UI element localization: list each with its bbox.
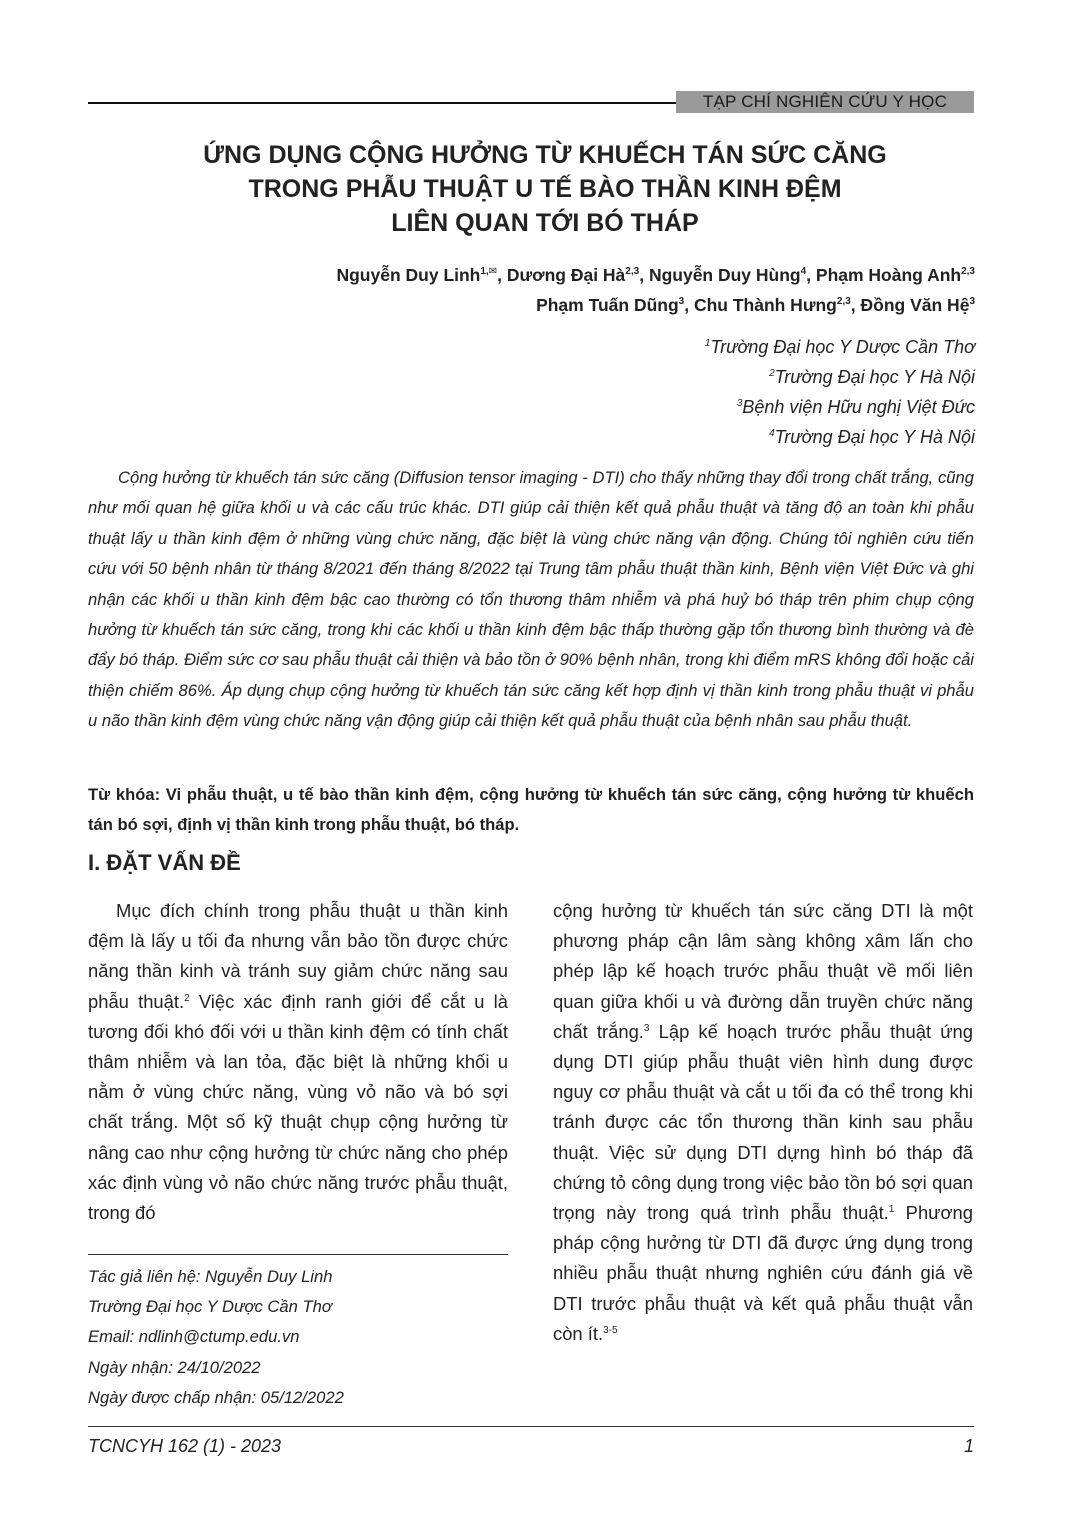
citation-mark: 3-5 bbox=[603, 1324, 618, 1336]
author-affiliation-mark: 2,3 bbox=[836, 296, 851, 308]
body-column-right bbox=[553, 896, 973, 1349]
author-affiliation-mark: 3 bbox=[678, 296, 685, 308]
affiliation-text: Trường Đại học Y Dược Cần Thơ bbox=[710, 337, 975, 357]
body-text: Lập kế hoạch trước phẫu thuật ứng dụng DTI giúp phẫu thuật viên hình dung được nguy cơ phẫu thuật và cắt u tối đa có thể trong khi tránh được các tổn thương thần kinh sau phẫu thuật. Việc sử dụng DTI dựng hình bó tháp đã chứng tỏ công dụng trong việc bảo tồn bó sợi quan trọng này trong quá trình phẫu thuật. bbox=[553, 1020, 973, 1224]
affiliation-number: 4 bbox=[769, 428, 775, 439]
page-number: 1 bbox=[963, 1436, 974, 1456]
journal-name-badge: TẠP CHÍ NGHIÊN CỨU Y HỌC bbox=[676, 91, 974, 113]
author-name: Chu Thành Hưng bbox=[693, 295, 837, 315]
affiliation-item bbox=[375, 422, 975, 452]
body-column-left bbox=[88, 896, 508, 1228]
author-separator: , bbox=[639, 265, 649, 285]
correspondence-footnote bbox=[88, 1262, 508, 1413]
author-line-2 bbox=[75, 290, 975, 320]
citation-mark: 3 bbox=[643, 1022, 650, 1034]
title-line-1: ỨNG DỤNG CỘNG HƯỞNG TỪ KHUẾCH TÁN SỨC CĂNG bbox=[203, 141, 887, 169]
author-name: Phạm Tuấn Dũng bbox=[536, 295, 679, 315]
affiliation-text: Trường Đại học Y Hà Nội bbox=[774, 367, 975, 387]
author-name: Dương Đại Hà bbox=[506, 265, 626, 285]
header-rule bbox=[88, 102, 676, 104]
body-text: Mục đích chính trong phẫu thuật u thần kinh đệm là lấy u tối đa nhưng vẫn bảo tồn được chức năng thần kinh và tránh suy giảm chức năng sau phẫu thuật. bbox=[88, 900, 508, 1012]
body-text: Việc xác định ranh giới để cắt u là tương đối khó đối với u thần kinh đệm có tính chất thâm nhiễm và lan tỏa, đặc biệt là những khối u nằm ở vùng chức năng, vùng vỏ não và bó sợi chất trắng. Một số kỹ thuật chụp cộng hưởng từ nâng cao như cộng hưởng từ chức năng cho phép xác định vùng vỏ não chức năng trước phẫu thuật, trong đó bbox=[88, 990, 508, 1224]
received-date: Ngày nhận: 24/10/2022 bbox=[88, 1357, 261, 1377]
affiliation-item bbox=[375, 332, 975, 362]
affiliation-text: Trường Đại học Y Hà Nội bbox=[774, 427, 975, 447]
author-affiliation-mark: 2,3 bbox=[625, 266, 640, 278]
section-heading: I. ĐẶT VẤN ĐỀ bbox=[88, 850, 241, 875]
title-line-2: TRONG PHẪU THUẬT U TẾ BÀO THẦN KINH ĐỆM bbox=[248, 175, 842, 203]
author-separator: , bbox=[684, 295, 694, 315]
body-text: cộng hưởng từ khuếch tán sức căng DTI là một phương pháp cận lâm sàng không xâm lấn cho phép lập kế hoạch trước phẫu thuật về mối liên quan giữa khối u và đường dẫn truyền chức năng chất trắng. bbox=[553, 900, 973, 1042]
author-affiliation-mark: 2,3 bbox=[961, 266, 975, 278]
author-name: Nguyễn Duy Linh bbox=[336, 265, 481, 285]
keywords: Từ khóa: Vi phẫu thuật, u tế bào thần kinh đệm, cộng hưởng từ khuếch tán sức căng, cộng hưởng từ khuếch tán bó sợi, định vị thần kinh trong phẫu thuật, bó tháp. bbox=[88, 785, 974, 834]
affiliation-item bbox=[375, 362, 975, 392]
author-name: Đồng Văn Hệ bbox=[860, 295, 970, 315]
citation-mark: 2 bbox=[184, 992, 190, 1004]
author-email: Email: ndlinh@ctump.edu.vn bbox=[88, 1327, 300, 1347]
author-separator: , bbox=[497, 265, 507, 285]
author-affiliation-mark: 1,✉ bbox=[480, 266, 498, 278]
author-affiliation-mark: 4 bbox=[800, 266, 807, 278]
author-affiliation-mark: 3 bbox=[969, 296, 975, 308]
affiliation-text: Bệnh viện Hữu nghị Việt Đức bbox=[742, 397, 975, 417]
author-name: Nguyễn Duy Hùng bbox=[648, 265, 801, 285]
affiliation-list bbox=[375, 332, 975, 452]
author-separator: , bbox=[806, 265, 816, 285]
footer-divider bbox=[88, 1426, 974, 1427]
journal-citation: TCNCYH 162 (1) - 2023 bbox=[88, 1436, 282, 1456]
author-separator: , bbox=[850, 295, 861, 315]
citation-mark: 1 bbox=[888, 1203, 895, 1215]
footnote-divider bbox=[88, 1254, 508, 1255]
corresponding-author: Tác giả liên hệ: Nguyễn Duy Linh bbox=[88, 1267, 333, 1286]
affiliation-number: 2 bbox=[769, 368, 775, 379]
affiliation-number: 3 bbox=[736, 398, 743, 409]
author-institution: Trường Đại học Y Dược Cần Thơ bbox=[88, 1297, 332, 1317]
title-line-3: LIÊN QUAN TỚI BÓ THÁP bbox=[391, 209, 699, 237]
abstract: Cộng hưởng từ khuếch tán sức căng (Diffusion tensor imaging - DTI) cho thấy những thay đổi trong chất trắng, cũng như mối quan hệ giữa khối u và các cấu trúc khác. DTI giúp cải thiện kết quả phẫu thuật và tăng độ an toàn khi phẫu thuật lấy u thần kinh đệm ở những vùng chức năng, đặc biệt là vùng chức năng vận động. Chúng tôi nghiên cứu tiến cứu với 50 bệnh nhân từ tháng 8/2021 đến tháng 8/2022 tại Trung tâm phẫu thuật thần kinh, Bệnh viện Việt Đức và ghi nhận các khối u thần kinh đệm bậc cao thường có tổn thương thâm nhiễm và phá huỷ bó tháp trên phim chụp cộng hưởng từ khuếch tán sức căng, trong khi các khối u thần kinh đệm bậc thấp thường gặp tổn thương bình thường và đè đẩy bó tháp. Điểm sức cơ sau phẫu thuật cải thiện và bảo tồn ở 90% bệnh nhân, trong khi điểm mRS không đổi hoặc cải thiện chiếm 86%. Áp dụng chụp cộng hưởng từ khuếch tán sức căng kết hợp định vị thần kinh trong phẫu thuật vi phẫu u não thần kinh đệm vùng chức năng vận động giúp cải thiện kết quả phẫu thuật của bệnh nhân sau phẫu thuật. bbox=[88, 468, 974, 731]
author-line-1 bbox=[75, 260, 975, 290]
affiliation-number: 1 bbox=[704, 338, 711, 349]
article-title bbox=[100, 138, 990, 240]
body-text: Phương pháp cộng hưởng từ DTI đã được ứng dụng trong nhiều phẫu thuật nhưng nghiên cứu đánh giá về DTI trước phẫu thuật và kết quả phẫu thuật vẫn còn ít. bbox=[553, 1202, 973, 1344]
accepted-date: Ngày được chấp nhận: 05/12/2022 bbox=[88, 1387, 344, 1407]
affiliation-item bbox=[375, 392, 975, 422]
author-name: Phạm Hoàng Anh bbox=[815, 265, 962, 285]
author-list bbox=[75, 260, 975, 320]
